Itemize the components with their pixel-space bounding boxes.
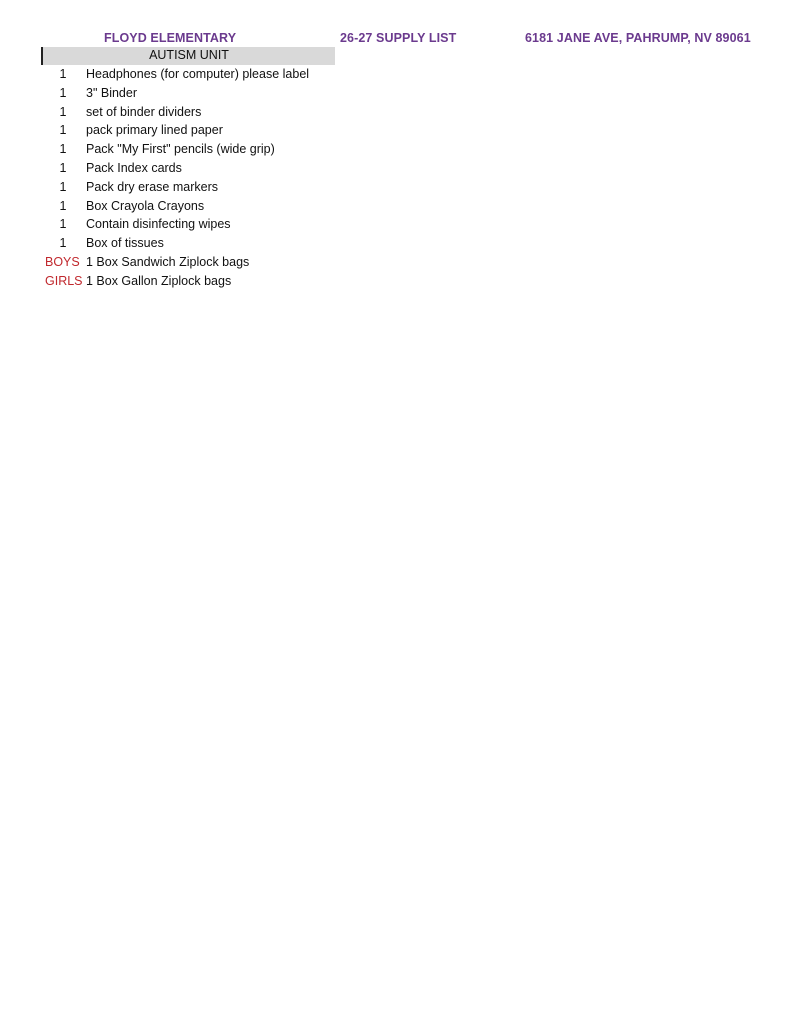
item-description: Pack "My First" pencils (wide grip) [86,142,275,157]
unit-label: AUTISM UNIT [149,48,229,62]
item-quantity: 1 [59,67,67,81]
item-description: pack primary lined paper [86,123,223,138]
list-item [0,179,400,198]
item-quantity: 1 [59,217,67,232]
item-quantity: 1 [59,104,67,119]
list-item [0,85,400,104]
item-description: set of binder dividers [86,104,202,119]
supply-list-title: 26-27 SUPPLY LIST [340,31,457,45]
unit-header-bar [41,47,335,65]
girls-tag: GIRLS [45,273,83,288]
item-quantity: 1 [59,198,67,213]
item-quantity: 1 [59,236,67,251]
item-description: Box Crayola Crayons [86,198,205,213]
item-description: 1 Box Sandwich Ziplock bags [86,254,250,269]
item-description: Contain disinfecting wipes [86,217,231,232]
item-description: Pack Index cards [86,160,182,175]
list-item [0,235,400,254]
list-item [0,122,400,141]
item-description: 3" Binder [86,85,137,100]
school-address: 6181 JANE AVE, PAHRUMP, NV 89061 [525,31,751,45]
item-quantity: 1 [59,142,67,157]
item-description: Headphones (for computer) please label [86,67,310,81]
item-description: Pack dry erase markers [86,179,218,194]
supply-list [0,66,400,292]
list-item [0,141,400,160]
list-item [0,104,400,123]
list-item-boys [0,254,400,273]
boys-tag: BOYS [45,254,80,269]
list-item-girls [0,273,400,292]
list-item [0,160,400,179]
item-description: 1 Box Gallon Ziplock bags [86,273,232,288]
item-quantity: 1 [59,179,67,194]
item-description: Box of tissues [86,236,164,251]
list-item [0,216,400,235]
item-quantity: 1 [59,123,67,138]
list-item [0,198,400,217]
item-quantity: 1 [59,160,67,175]
school-name: FLOYD ELEMENTARY [104,31,237,45]
list-item [0,66,400,85]
item-quantity: 1 [59,85,67,100]
